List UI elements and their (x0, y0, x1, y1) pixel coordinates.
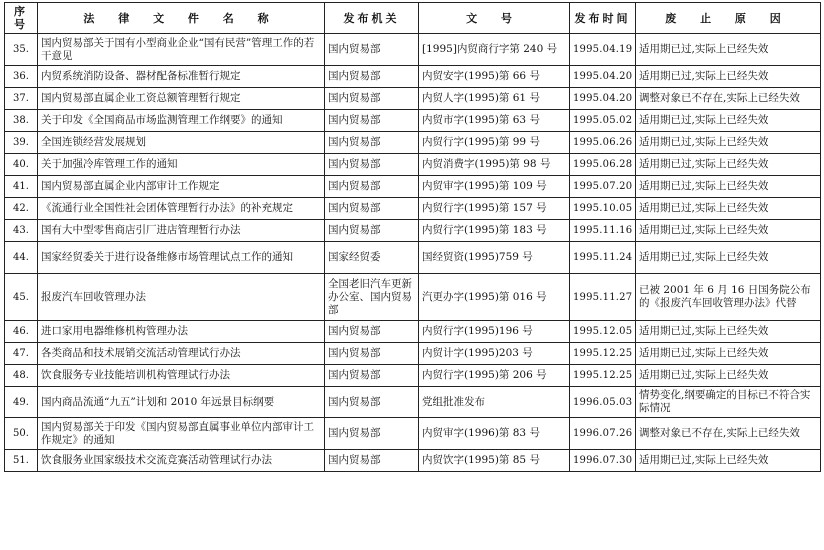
cell-issue-date: 1996.07.30 (570, 450, 636, 472)
cell-serial-no: 38. (5, 110, 38, 132)
cell-document-name: 《流通行业全国性社会团体管理暂行办法》的补充规定 (38, 198, 325, 220)
cell-document-name: 国内贸易部关于印发《国内贸易部直属事业单位内部审计工作规定》的通知 (38, 418, 325, 450)
cell-document-name: 内贸系统消防设备、器材配备标准暂行规定 (38, 66, 325, 88)
cell-document-number: 内贸行字(1995)第 183 号 (419, 220, 570, 242)
cell-issuing-authority: 全国老旧汽车更新办公室、国内贸易部 (325, 274, 419, 321)
table-row (5, 132, 821, 154)
cell-issue-date: 1995.11.24 (570, 242, 636, 274)
cell-abolition-reason: 适用期已过,实际上已经失效 (636, 176, 821, 198)
cell-issuing-authority: 国内贸易部 (325, 387, 419, 418)
cell-document-name: 报废汽车回收管理办法 (38, 274, 325, 321)
cell-issue-date: 1995.12.25 (570, 343, 636, 365)
table-row (5, 450, 821, 472)
cell-issue-date: 1995.05.02 (570, 110, 636, 132)
cell-abolition-reason: 适用期已过,实际上已经失效 (636, 321, 821, 343)
cell-document-name: 国内贸易部关于国有小型商业企业“国有民营”管理工作的若干意见 (38, 34, 325, 66)
cell-serial-no: 40. (5, 154, 38, 176)
cell-abolition-reason: 适用期已过,实际上已经失效 (636, 198, 821, 220)
cell-serial-no: 36. (5, 66, 38, 88)
cell-serial-no: 44. (5, 242, 38, 274)
cell-serial-no: 51. (5, 450, 38, 472)
cell-document-number: 国经贸资(1995)759 号 (419, 242, 570, 274)
cell-abolition-reason: 适用期已过,实际上已经失效 (636, 66, 821, 88)
cell-issuing-authority: 国内贸易部 (325, 154, 419, 176)
table-row (5, 88, 821, 110)
table-row (5, 365, 821, 387)
cell-document-name: 全国连锁经营发展规划 (38, 132, 325, 154)
cell-document-number: 内贸人字(1995)第 61 号 (419, 88, 570, 110)
table-row (5, 220, 821, 242)
cell-document-number: 内贸行字(1995)第 206 号 (419, 365, 570, 387)
cell-document-name: 饮食服务业国家级技术交流竞赛活动管理试行办法 (38, 450, 325, 472)
cell-abolition-reason: 适用期已过,实际上已经失效 (636, 220, 821, 242)
cell-issue-date: 1995.12.25 (570, 365, 636, 387)
table-row (5, 418, 821, 450)
cell-abolition-reason: 适用期已过,实际上已经失效 (636, 450, 821, 472)
table-row (5, 343, 821, 365)
cell-abolition-reason: 适用期已过,实际上已经失效 (636, 34, 821, 66)
cell-document-name: 各类商品和技术展销交流活动管理试行办法 (38, 343, 325, 365)
cell-issue-date: 1995.12.05 (570, 321, 636, 343)
cell-document-name: 国内贸易部直属企业工资总额管理暂行规定 (38, 88, 325, 110)
table-row (5, 34, 821, 66)
cell-serial-no: 48. (5, 365, 38, 387)
cell-issue-date: 1996.07.26 (570, 418, 636, 450)
cell-issuing-authority: 国内贸易部 (325, 132, 419, 154)
cell-document-name: 国有大中型零售商店引厂进店管理暂行办法 (38, 220, 325, 242)
cell-abolition-reason: 适用期已过,实际上已经失效 (636, 365, 821, 387)
cell-document-name: 关于加强冷库管理工作的通知 (38, 154, 325, 176)
cell-document-number: 党组批准发布 (419, 387, 570, 418)
cell-issue-date: 1995.04.20 (570, 66, 636, 88)
cell-issue-date: 1995.06.28 (570, 154, 636, 176)
cell-document-number: 内贸行字(1995)196 号 (419, 321, 570, 343)
cell-issuing-authority: 国内贸易部 (325, 343, 419, 365)
cell-document-number: 内贸行字(1995)第 157 号 (419, 198, 570, 220)
cell-document-number: [1995]内贸商行字第 240 号 (419, 34, 570, 66)
cell-abolition-reason: 适用期已过,实际上已经失效 (636, 242, 821, 274)
header-abolition-reason: 废 止 原 因 (636, 3, 821, 34)
cell-document-number: 汽更办字(1995)第 016 号 (419, 274, 570, 321)
cell-document-name: 国家经贸委关于进行设备维修市场管理试点工作的通知 (38, 242, 325, 274)
table-row (5, 154, 821, 176)
cell-issuing-authority: 国内贸易部 (325, 34, 419, 66)
cell-serial-no: 37. (5, 88, 38, 110)
cell-document-name: 国内贸易部直属企业内部审计工作规定 (38, 176, 325, 198)
cell-issuing-authority: 国内贸易部 (325, 110, 419, 132)
cell-document-name: 国内商品流通“九五”计划和 2010 年远景目标纲要 (38, 387, 325, 418)
table-row (5, 274, 821, 321)
cell-document-number: 内贸安字(1995)第 66 号 (419, 66, 570, 88)
header-serial-no: 序号 (5, 3, 38, 34)
abolished-regulations-table (4, 2, 821, 472)
cell-serial-no: 45. (5, 274, 38, 321)
cell-serial-no: 39. (5, 132, 38, 154)
cell-abolition-reason: 调整对象已不存在,实际上已经失效 (636, 88, 821, 110)
cell-document-number: 内贸消费字(1995)第 98 号 (419, 154, 570, 176)
table-header-row (5, 3, 821, 34)
table-row (5, 110, 821, 132)
cell-issue-date: 1995.04.19 (570, 34, 636, 66)
cell-abolition-reason: 适用期已过,实际上已经失效 (636, 154, 821, 176)
cell-abolition-reason: 调整对象已不存在,实际上已经失效 (636, 418, 821, 450)
cell-serial-no: 47. (5, 343, 38, 365)
cell-document-name: 饮食服务专业技能培训机构管理试行办法 (38, 365, 325, 387)
header-issuing-authority: 发布机关 (325, 3, 419, 34)
cell-document-name: 关于印发《全国商品市场监测管理工作纲要》的通知 (38, 110, 325, 132)
cell-issuing-authority: 国内贸易部 (325, 176, 419, 198)
cell-abolition-reason: 适用期已过,实际上已经失效 (636, 343, 821, 365)
cell-issuing-authority: 国内贸易部 (325, 418, 419, 450)
cell-issuing-authority: 国内贸易部 (325, 365, 419, 387)
table-body (5, 34, 821, 472)
cell-document-number: 内贸审字(1996)第 83 号 (419, 418, 570, 450)
cell-issue-date: 1995.11.27 (570, 274, 636, 321)
header-document-name: 法 律 文 件 名 称 (38, 3, 325, 34)
cell-serial-no: 46. (5, 321, 38, 343)
cell-issue-date: 1995.07.20 (570, 176, 636, 198)
cell-document-number: 内贸行字(1995)第 99 号 (419, 132, 570, 154)
cell-issuing-authority: 国内贸易部 (325, 66, 419, 88)
cell-serial-no: 41. (5, 176, 38, 198)
table-row (5, 176, 821, 198)
cell-abolition-reason: 适用期已过,实际上已经失效 (636, 132, 821, 154)
cell-issue-date: 1995.06.26 (570, 132, 636, 154)
cell-serial-no: 35. (5, 34, 38, 66)
cell-issuing-authority: 国内贸易部 (325, 321, 419, 343)
table-row (5, 242, 821, 274)
table-row (5, 198, 821, 220)
cell-issuing-authority: 国内贸易部 (325, 220, 419, 242)
table-row (5, 66, 821, 88)
cell-issuing-authority: 国内贸易部 (325, 198, 419, 220)
cell-issue-date: 1996.05.03 (570, 387, 636, 418)
cell-abolition-reason: 情势变化,纲要确定的目标已不符合实际情况 (636, 387, 821, 418)
cell-document-number: 内贸市字(1995)第 63 号 (419, 110, 570, 132)
cell-abolition-reason: 已被 2001 年 6 月 16 日国务院公布的《报废汽车回收管理办法》代替 (636, 274, 821, 321)
document-page (4, 2, 820, 472)
cell-issue-date: 1995.11.16 (570, 220, 636, 242)
header-issue-date: 发布时间 (570, 3, 636, 34)
cell-issuing-authority: 国内贸易部 (325, 88, 419, 110)
cell-issuing-authority: 国内贸易部 (325, 450, 419, 472)
header-document-number: 文 号 (419, 3, 570, 34)
cell-issue-date: 1995.04.20 (570, 88, 636, 110)
cell-document-number: 内贸计字(1995)203 号 (419, 343, 570, 365)
cell-document-number: 内贸审字(1995)第 109 号 (419, 176, 570, 198)
cell-serial-no: 49. (5, 387, 38, 418)
cell-issue-date: 1995.10.05 (570, 198, 636, 220)
table-row (5, 387, 821, 418)
table-row (5, 321, 821, 343)
cell-serial-no: 50. (5, 418, 38, 450)
cell-serial-no: 43. (5, 220, 38, 242)
cell-document-number: 内贸饮字(1995)第 85 号 (419, 450, 570, 472)
cell-serial-no: 42. (5, 198, 38, 220)
cell-abolition-reason: 适用期已过,实际上已经失效 (636, 110, 821, 132)
cell-issuing-authority: 国家经贸委 (325, 242, 419, 274)
cell-document-name: 进口家用电器维修机构管理办法 (38, 321, 325, 343)
